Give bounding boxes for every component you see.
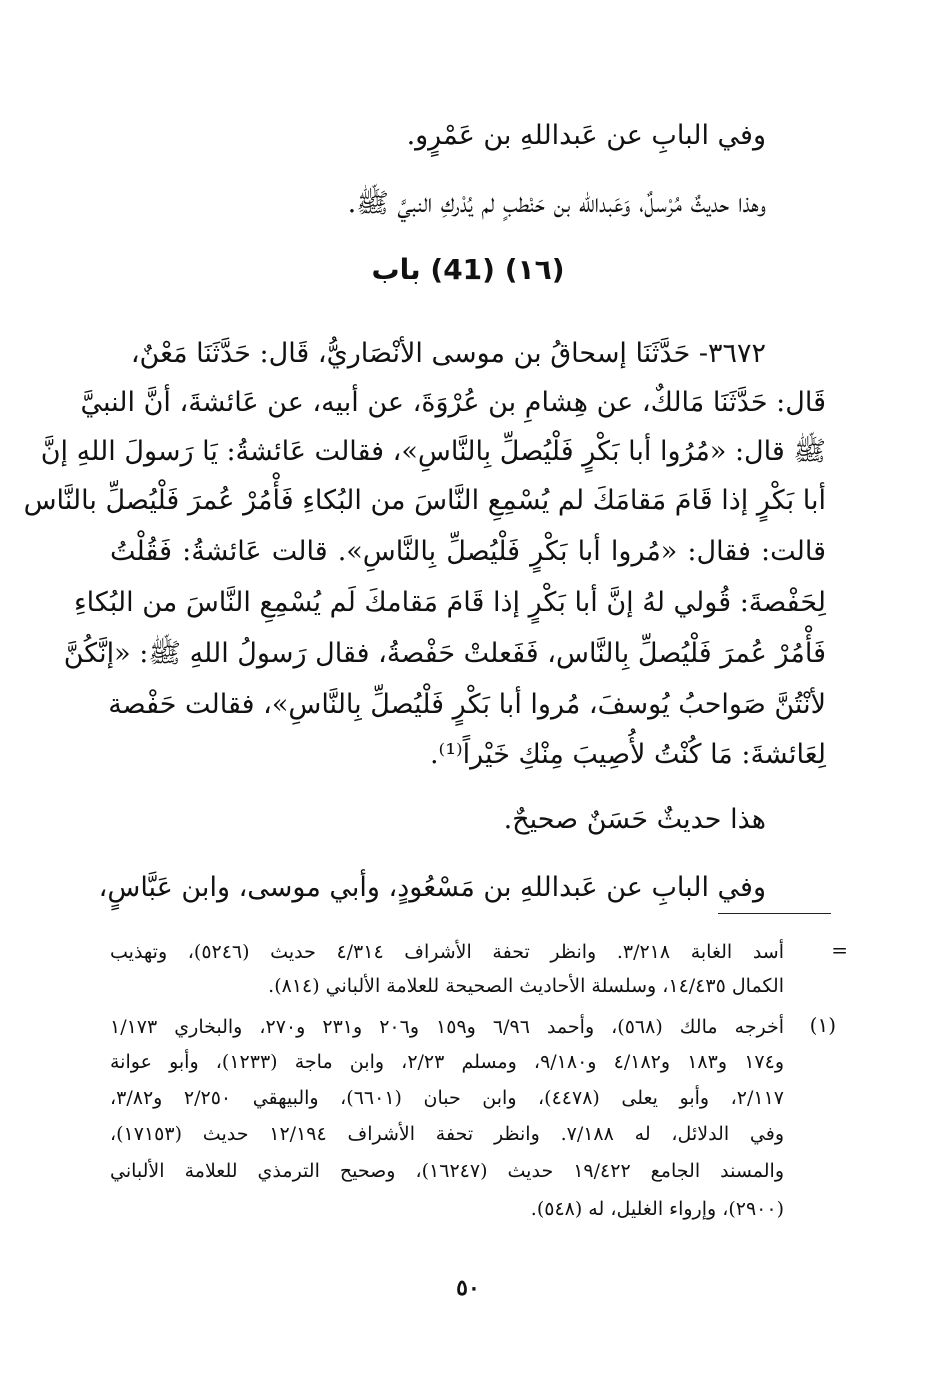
intro-line-1: وفي البابِ عن عَبداللهِ بن عَمْرٍو.	[406, 120, 766, 151]
footnote-1-line: أخرجه مالك (٥٦٨)، وأحمد ٦/٩٦ و١٥٩ و٢٠٦ و٢٣١ و٢٧٠، والبخاري ١/١٧٣	[110, 1016, 785, 1038]
footnote-1-line: ٢/١١٧، وأبو يعلى (٤٤٧٨)، وابن حبان (٦٦٠١)، والبيهقي ٢/٢٥٠ و٣/٨٢،	[110, 1087, 784, 1109]
hadith-line: قالت: فقال: «مُروا أبا بَكْرٍ فَلْيُصلِّ بِالنَّاسِ». قالت عَائشةُ: فَقُلْتُ	[110, 536, 826, 567]
hadith-line: ٣٦٧٢- حَدَّثَنَا إسحاقُ بن موسى الأنْصَاريُّ، قَال: حَدَّثَنَا مَعْنٌ،	[130, 338, 766, 369]
hadith-line: قَال: حَدَّثَنَا مَالكٌ، عن هِشامِ بن عُرْوَةَ، عن أبيه، عن عَائشةَ، أنَّ النبيَّ	[80, 387, 826, 418]
footnote-1-line: و١٧٤ و١٨٣ و٤/١٨٢ و٩/١٨٠، ومسلم ٢/٢٣، وابن ماجة (١٢٣٣)، وأبو عوانة	[110, 1051, 784, 1073]
footnote-1-marker: (١)	[809, 1013, 836, 1037]
intro-line-2: وهذا حديثٌ مُرْسلٌ، وَعَبدالله بن حَنْطبٍ لم يُدْركِ النبيَّ ﷺ.	[347, 188, 766, 219]
footnote-1-line: وفي الدلائل، له ٧/١٨٨. وانظر تحفة الأشراف ١٢/١٩٤ حديث (١٧١٥٣)،	[110, 1123, 785, 1145]
page-number: ٥٠	[456, 1275, 480, 1301]
chapter-heading: (١٦) (41) باب	[371, 253, 565, 286]
footnote-continuation-marker: =	[831, 938, 848, 962]
footnote-continuation-line: أسد الغابة ٣/٢١٨. وانظر تحفة الأشراف ٤/٣١٤ حديث (٥٢٤٦)، وتهذيب	[110, 941, 784, 963]
hadith-line: أبا بَكْرٍ إذا قَامَ مَقامَكَ لم يُسْمِعِ النَّاسَ من البُكاءِ فَأْمُرْ عُمرَ فَلْيُصلِّ بالنَّاس	[23, 485, 826, 516]
hadith-grading: هذا حديثٌ حَسَنٌ صحيحٌ.	[503, 804, 766, 835]
chapter-reference-line: وفي البابِ عن عَبداللهِ بن مَسْعُودٍ، وأبي موسى، وابن عَبَّاسٍ،	[98, 872, 766, 903]
hadith-line: فَأْمُرْ عُمرَ فَلْيُصلِّ بِالنَّاس، فَفَعلتْ حَفْصةُ، فقال رَسولُ اللهِ ﷺ: «إنَّكُنَّ	[63, 638, 826, 669]
footnote-continuation-line: الكمال ١٤/٤٣٥، وسلسلة الأحاديث الصحيحة للعلامة الألباني (٨١٤).	[268, 975, 784, 997]
hadith-line: لِحَفْصةَ: قُولي لهُ إنَّ أبا بَكْرٍ إذا قَامَ مَقامكَ لَم يُسْمِعِ النَّاسَ من البُكاءِ	[73, 587, 826, 618]
footnote-1-line: (٢٩٠٠)، وإرواء الغليل، له (٥٤٨).	[530, 1198, 784, 1220]
footnote-separator	[718, 913, 831, 914]
footnote-1-line: والمسند الجامع ١٩/٤٢٢ حديث (١٦٢٤٧)، وصحيح الترمذي للعلامة الألباني	[110, 1160, 785, 1182]
hadith-line-last: لِعَائشةَ: مَا كُنْتُ لأُصِيبَ مِنْكِ خَيْراً⁽¹⁾.	[429, 739, 826, 770]
hadith-line: لأنْتُنَّ صَواحبُ يُوسفَ، مُروا أبا بَكْرٍ فَلْيُصلِّ بِالنَّاسِ»، فقالت حَفْصة	[108, 689, 826, 720]
hadith-line: ﷺ قال: «مُرُوا أبا بَكْرٍ فَلْيُصلِّ بِالنَّاسِ»، فقالت عَائشةُ: يَا رَسولَ اللهِ إنَّ	[40, 436, 826, 467]
